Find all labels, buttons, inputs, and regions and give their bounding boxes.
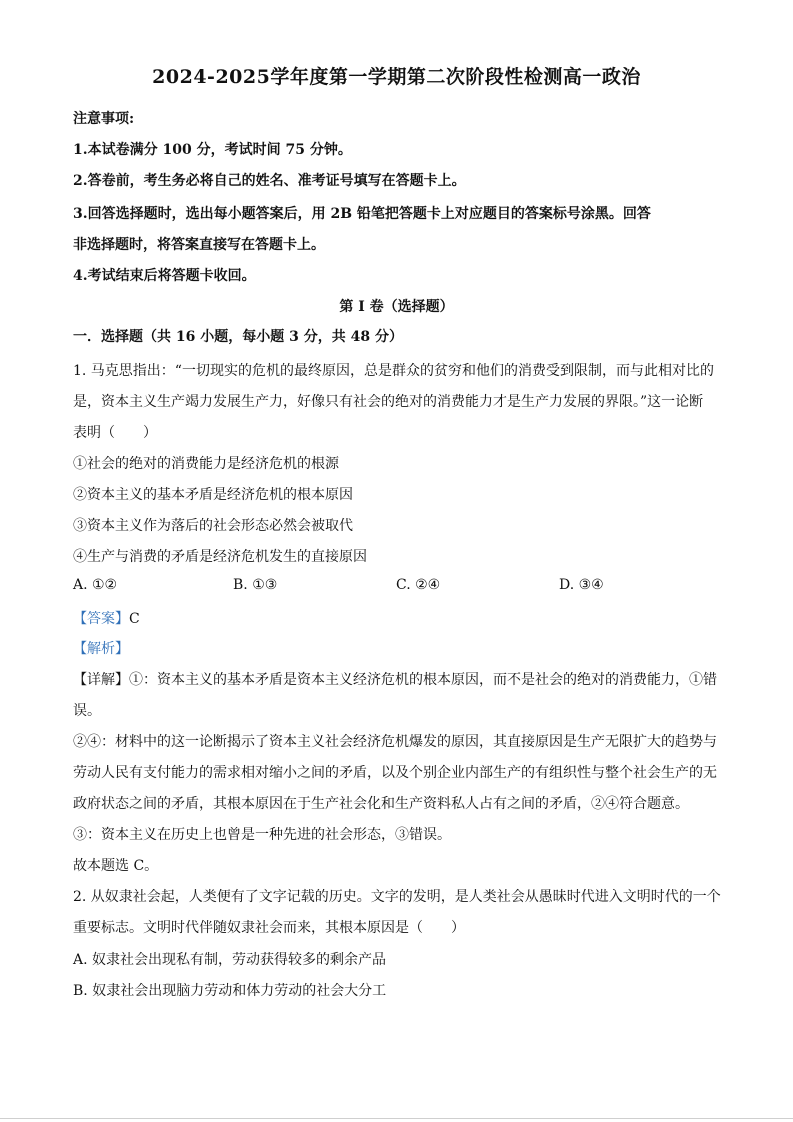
q1-statement-2: ②资本主义的基本矛盾是经济危机的根本原因 — [73, 487, 353, 503]
volume-title: 第 I 卷（选择题） — [339, 299, 454, 315]
q1-explanation-line: 劳动人民有支付能力的需求相对缩小之间的矛盾，以及个别企业内部生产的有组织性与整个社会生产的无 — [73, 765, 717, 781]
q1-answer: C — [129, 611, 140, 627]
q1-explanation-line: ②④：材料中的这一论断揭示了资本主义社会经济危机爆发的原因，其直接原因是生产无限扩大的趋势与 — [73, 734, 717, 750]
exam-title: 2024-2025学年度第一学期第二次阶段性检测高一政治 — [152, 66, 641, 88]
q1-statement-3: ③资本主义作为落后的社会形态必然会被取代 — [73, 518, 353, 534]
q1-explanation-line: 政府状态之间的矛盾，其根本原因在于生产社会化和生产资料私人占有之间的矛盾，②④符合题意。 — [73, 796, 689, 812]
q1-stem-line: 表明（ ） — [73, 425, 157, 441]
q2-stem-line: 重要标志。文明时代伴随奴隶社会而来，其根本原因是（ ） — [73, 920, 465, 936]
q1-answer-line — [73, 608, 140, 628]
q1-explanation-line: 误。 — [73, 703, 101, 719]
q1-option-c: C. ②④ — [396, 577, 441, 593]
notice-item-2: 2.答卷前，考生务必将自己的姓名、准考证号填写在答题卡上。 — [73, 173, 466, 189]
notice-heading: 注意事项: — [73, 111, 135, 127]
notice-item-3-cont: 非选择题时，将答案直接写在答题卡上。 — [73, 237, 325, 253]
q1-option-a: A. ①② — [73, 577, 118, 593]
q2-option-b: B. 奴隶社会出现脑力劳动和体力劳动的社会大分工 — [73, 983, 387, 999]
notice-item-3: 3.回答选择题时，选出每小题答案后，用 2B 铅笔把答题卡上对应题目的答案标号涂黑。回答 — [73, 206, 651, 222]
q1-explanation-line: 【详解】①：资本主义的基本矛盾是资本主义经济危机的根本原因，而不是社会的绝对的消费能力，①错 — [73, 672, 717, 688]
q1-conclusion: 故本题选 C。 — [73, 858, 159, 874]
q1-statement-4: ④生产与消费的矛盾是经济危机发生的直接原因 — [73, 549, 367, 565]
q2-stem-line: 2. 从奴隶社会起，人类便有了文字记载的历史。文字的发明，是人类社会从愚昧时代进入文明时代的一个 — [73, 889, 721, 905]
bottom-divider — [0, 1118, 793, 1119]
analysis-tag: 【解析】 — [73, 641, 129, 657]
section-heading: 一．选择题（共 16 小题，每小题 3 分，共 48 分） — [73, 329, 403, 345]
q1-stem-line: 是，资本主义生产竭力发展生产力，好像只有社会的绝对的消费能力才是生产力发展的界限。”这一论断 — [73, 394, 704, 410]
q1-explanation-line: ③：资本主义在历史上也曾是一种先进的社会形态，③错误。 — [73, 827, 451, 843]
notice-item-4: 4.考试结束后将答题卡收回。 — [73, 268, 256, 284]
q1-option-d: D. ③④ — [559, 577, 604, 593]
q1-statement-1: ①社会的绝对的消费能力是经济危机的根源 — [73, 456, 339, 472]
q1-stem-line: 1. 马克思指出：“一切现实的危机的最终原因，总是群众的贫穷和他们的消费受到限制，而与此相对比的 — [73, 363, 714, 379]
notice-item-1: 1.本试卷满分 100 分，考试时间 75 分钟。 — [73, 142, 352, 158]
q1-option-b: B. ①③ — [233, 577, 278, 593]
answer-tag: 【答案】 — [73, 611, 129, 627]
q2-option-a: A. 奴隶社会出现私有制，劳动获得较多的剩余产品 — [73, 952, 387, 968]
